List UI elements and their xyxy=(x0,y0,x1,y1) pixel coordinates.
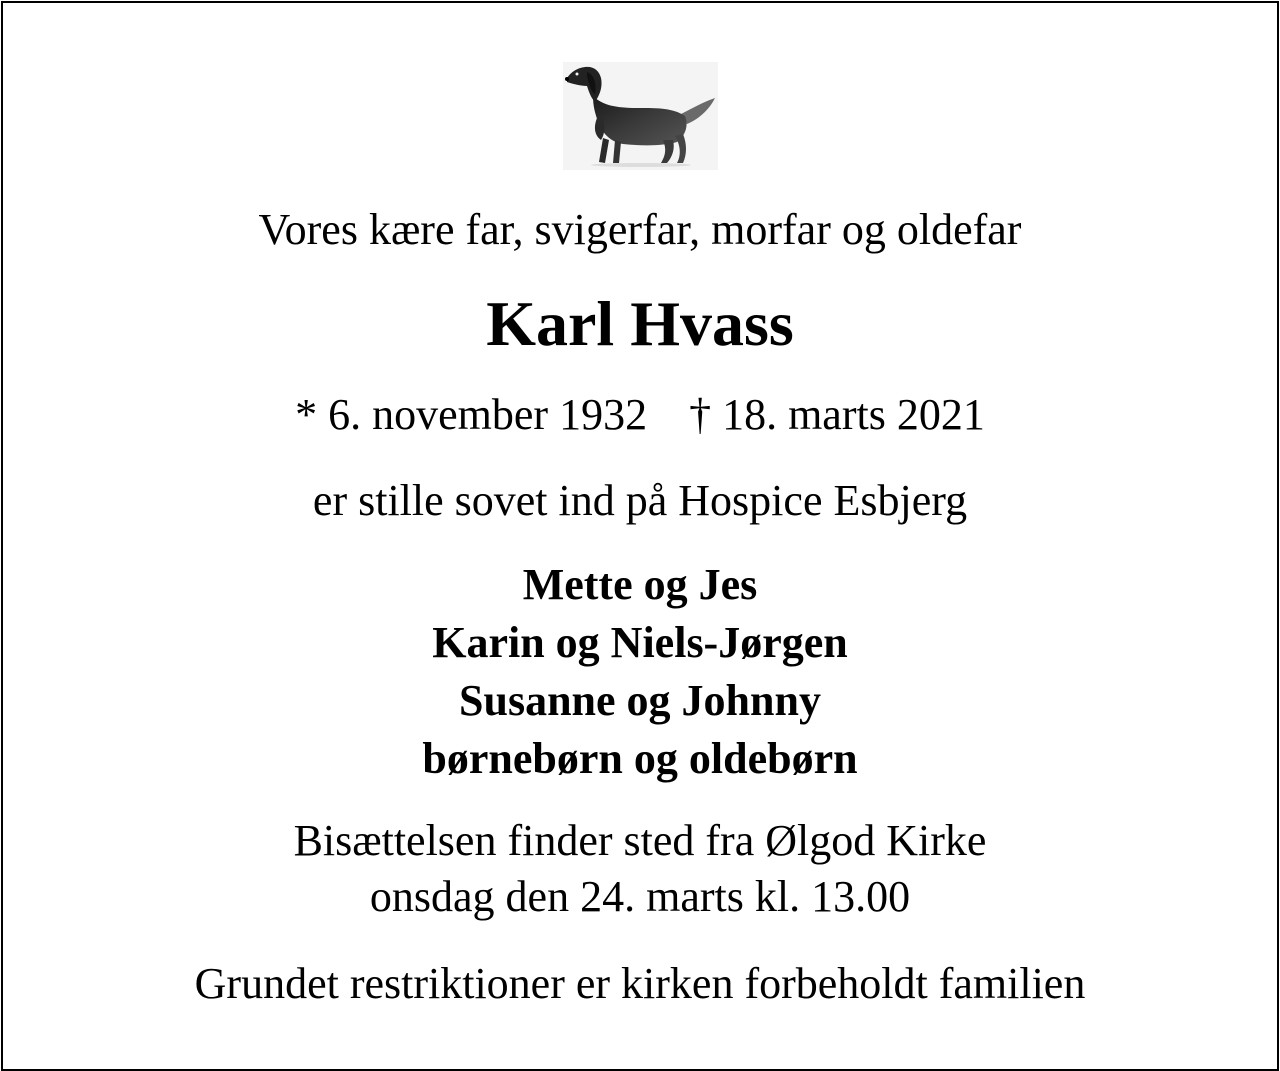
life-dates xyxy=(0,390,1280,439)
deceased-name: Karl Hvass xyxy=(486,288,794,359)
ceremony-time: onsdag den 24. marts kl. 13.00 xyxy=(369,872,911,921)
family-line: Susanne og Johnny xyxy=(459,676,821,725)
ceremony-place: Bisættelsen finder sted fra Ølgod Kirke xyxy=(293,816,987,865)
birth-date: * 6. november 1932 xyxy=(295,390,648,439)
family-line: Karin og Niels-Jørgen xyxy=(432,618,848,667)
dog-icon xyxy=(563,62,718,170)
family-line: børnebørn og oldebørn xyxy=(422,734,858,783)
family-line: Mette og Jes xyxy=(522,560,758,609)
death-date: † 18. marts 2021 xyxy=(689,390,985,439)
intro-line: Vores kære far, svigerfar, morfar og oldefar xyxy=(258,205,1022,254)
passed-away-line: er stille sovet ind på Hospice Esbjerg xyxy=(312,476,968,525)
restriction-notice: Grundet restriktioner er kirken forbeholdt familien xyxy=(194,959,1086,1008)
